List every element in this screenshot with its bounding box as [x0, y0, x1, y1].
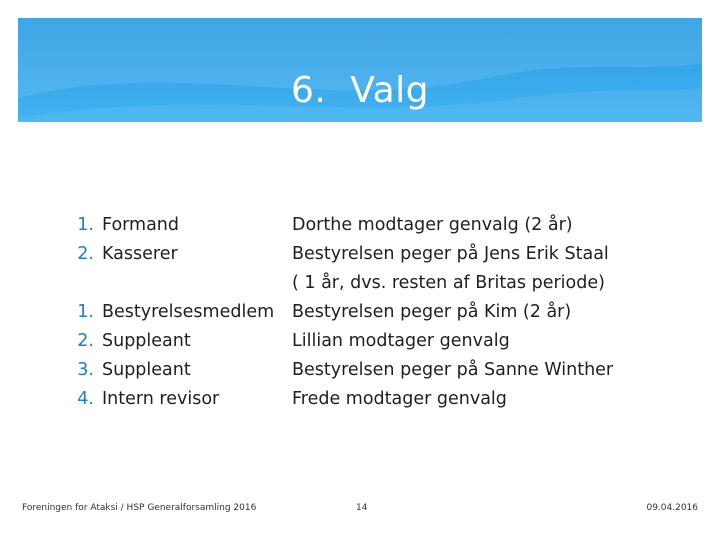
list-label: Suppleant [102, 360, 191, 380]
footer-date: 09.04.2016 [646, 503, 698, 513]
title-banner [18, 18, 702, 122]
list-number: 2. [77, 244, 94, 264]
list-item [46, 356, 286, 385]
list-number: 1. [77, 302, 94, 322]
list-item [46, 240, 286, 269]
candidate-line: Bestyrelsen peger på Jens Erik Staal [292, 244, 609, 264]
list-number: 3. [77, 360, 94, 380]
list-item [46, 211, 286, 240]
list-number: 4. [77, 389, 94, 409]
list-spacer [46, 269, 286, 298]
list-item [46, 327, 286, 356]
candidates-list [292, 211, 712, 414]
positions-list [46, 211, 286, 414]
candidate-line: Frede modtager genvalg [292, 389, 507, 409]
candidate-line: Bestyrelsen peger på Kim (2 år) [292, 302, 572, 322]
list-number: 1. [77, 215, 94, 235]
list-label: Formand [102, 215, 180, 235]
footer-text: Foreningen for Ataksi / HSP Generalforsamling 2016 [22, 503, 257, 513]
list-label: Bestyrelsesmedlem [102, 302, 275, 322]
list-item [46, 298, 286, 327]
candidate-line: Dorthe modtager genvalg (2 år) [292, 215, 573, 235]
candidate-line: Lillian modtager genvalg [292, 331, 510, 351]
list-label: Intern revisor [102, 389, 220, 409]
list-number: 2. [77, 331, 94, 351]
candidate-line: Bestyrelsen peger på Sanne Winther [292, 360, 614, 380]
candidate-line: ( 1 år, dvs. resten af Britas periode) [292, 273, 605, 293]
list-item [46, 385, 286, 414]
page-number: 14 [356, 503, 368, 513]
slide-title: 6. Valg [291, 70, 429, 111]
list-label: Suppleant [102, 331, 191, 351]
list-label: Kasserer [102, 244, 178, 264]
